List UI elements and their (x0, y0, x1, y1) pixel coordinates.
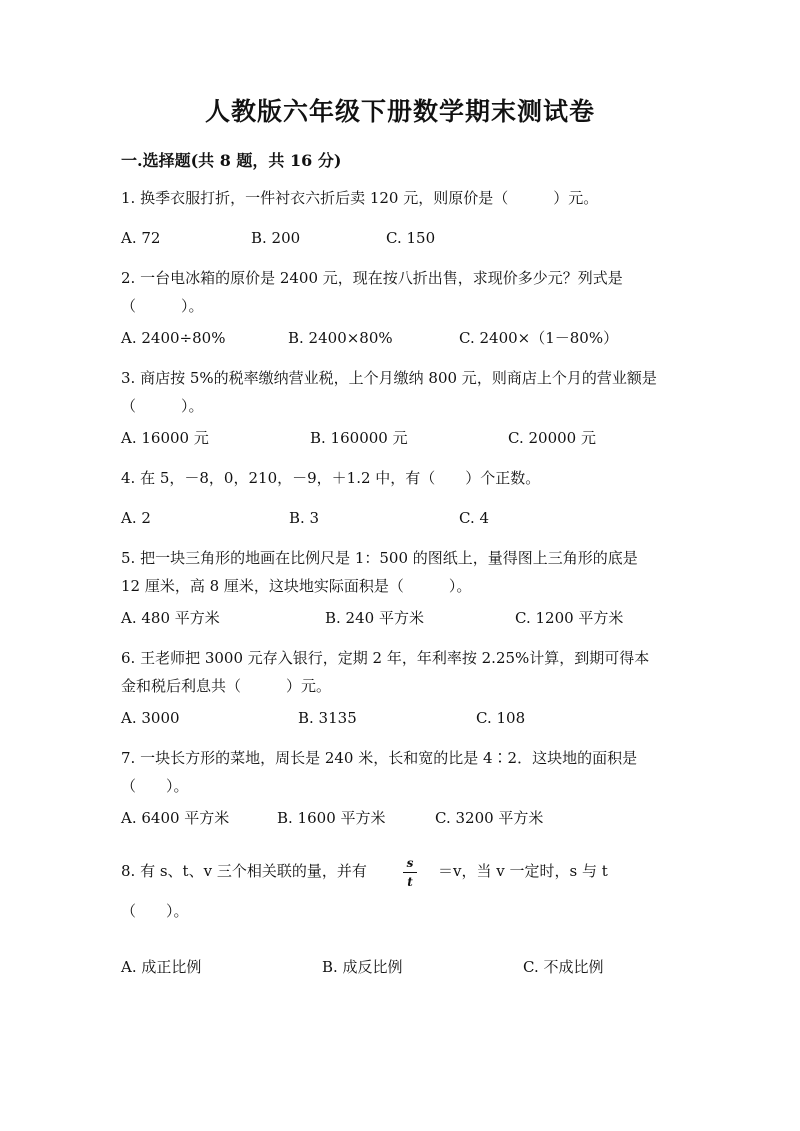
question-5: 5. 把一块三角形的地画在比例尺是 1：500 的图纸上，量得图上三角形的底是 12 厘米，高 8 厘米，这块地实际面积是（ ）。 (121, 549, 638, 595)
question-2-option-b[interactable]: B. 2400×80% (288, 329, 393, 347)
question-4-option-c[interactable]: C. 4 (459, 509, 490, 527)
fraction-bar (403, 872, 417, 873)
question-1: 1. 换季衣服打折，一件衬衣六折后卖 120 元，则原价是（ ）元。 (121, 189, 599, 207)
fraction-numerator: s (406, 856, 414, 870)
question-1-option-c[interactable]: C. 150 (386, 229, 436, 247)
question-1-option-a[interactable]: A. 72 (121, 229, 161, 247)
question-2-option-c[interactable]: C. 2400×（1－80%） (459, 329, 619, 347)
question-8-text-line2: （ ）。 (121, 902, 189, 920)
question-8-text-before: 8. 有 s、t、v 三个相关联的量，并有 (121, 862, 367, 880)
question-1-option-b[interactable]: B. 200 (251, 229, 301, 247)
question-5-option-a[interactable]: A. 480 平方米 (121, 609, 220, 627)
question-8-option-b[interactable]: B. 成反比例 (322, 958, 403, 976)
question-7: 7. 一块长方形的菜地，周长是 240 米，长和宽的比是 4∶2．这块地的面积是（ ）。 (121, 749, 638, 795)
question-3-option-b[interactable]: B. 160000 元 (310, 429, 408, 447)
question-7-option-b[interactable]: B. 1600 平方米 (277, 809, 386, 827)
question-8-text-after: ＝v，当 v 一定时，s 与 t (438, 862, 608, 880)
question-4-option-b[interactable]: B. 3 (289, 509, 320, 527)
fraction-s-over-t (401, 856, 419, 889)
fraction-denominator: t (407, 875, 413, 889)
section-heading: 一.选择题(共 8 题，共 16 分) (121, 151, 342, 170)
question-7-option-c[interactable]: C. 3200 平方米 (435, 809, 544, 827)
question-7-option-a[interactable]: A. 6400 平方米 (121, 809, 230, 827)
question-4: 4. 在 5，－8，0，210，－9，＋1.2 中，有（ ）个正数。 (121, 469, 541, 487)
question-6-option-a[interactable]: A. 3000 (121, 709, 180, 727)
question-6-option-c[interactable]: C. 108 (476, 709, 526, 727)
page-title: 人教版六年级下册数学期末测试卷 (204, 97, 595, 126)
question-2: 2. 一台电冰箱的原价是 2400 元，现在按八折出售，求现价多少元？列式是（ ）。 (121, 269, 623, 315)
question-6-option-b[interactable]: B. 3135 (298, 709, 357, 727)
question-6: 6. 王老师把 3000 元存入银行，定期 2 年，年利率按 2.25%计算，到期可得本金和税后利息共（ ）元。 (121, 649, 650, 695)
question-5-option-b[interactable]: B. 240 平方米 (325, 609, 424, 627)
question-8-option-c[interactable]: C. 不成比例 (523, 958, 604, 976)
question-4-option-a[interactable]: A. 2 (121, 509, 151, 527)
question-8-option-a[interactable]: A. 成正比例 (121, 958, 202, 976)
question-5-option-c[interactable]: C. 1200 平方米 (515, 609, 624, 627)
question-3-option-c[interactable]: C. 20000 元 (508, 429, 596, 447)
question-3: 3. 商店按 5%的税率缴纳营业税，上个月缴纳 800 元，则商店上个月的营业额是（ ）。 (121, 369, 657, 415)
question-2-option-a[interactable]: A. 2400÷80% (121, 329, 226, 347)
question-3-option-a[interactable]: A. 16000 元 (121, 429, 209, 447)
